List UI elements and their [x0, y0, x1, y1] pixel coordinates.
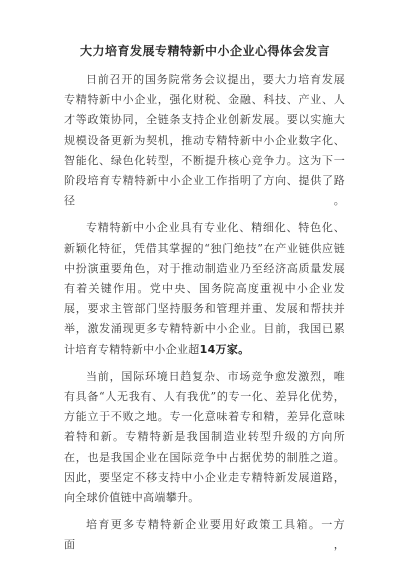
highlight-number: 14万家。: [199, 342, 250, 356]
document-title: 大力培育发展专精特新中小企业心得体会发言: [79, 44, 330, 58]
paragraph-2-text: 专精特新中小企业具有专业化、精细化、特色化、新颖化特征，凭借其掌握的“独门绝技”在产业链供应链中扮演重要角色，对于推动制造业乃至经济高质量发展有着关键作用。党中央、国务院高度重视中小企业发展，要求主管部门坚持服务和管理并重、发展和帮扶并举，激发涌现更多专精特新中小企业。目前，我国已累计培育专精特新中小企业超: [64, 221, 345, 356]
document-body: [64, 70, 345, 563]
paragraph-4: 培育更多专精特新企业要用好政策工具箱。一方面，: [64, 518, 345, 552]
paragraph-3: 当前，国际环境日趋复杂、市场竞争愈发激烈，唯有具备“人无我有、人有我优”的专一化、差异化优势，方能立于不败之地。专一化意味着专和精，差异化意味着特和新。专精特新是我国制造业转型升级的方向所在，也是我国企业在国际竞争中占据优势的制胜之道。因此，要坚定不移支持中小企业走专精特新发展道路，向全球价值链中高端攀升。: [64, 369, 345, 505]
paragraph-1: 日前召开的国务院常务会议提出，要大力培育发展专精特新中小企业，强化财税、金融、科技、产业、人才等政策协同，全链条支持企业创新发展。要以实施大规模设备更新为契机，推动专精特新中小企业数字化、智能化、绿色化转型，不断提升核心竞争力。这为下一阶段培育专精特新中小企业工作指明了方向、提供了路径。: [64, 73, 345, 208]
paragraph-2: [64, 218, 345, 359]
